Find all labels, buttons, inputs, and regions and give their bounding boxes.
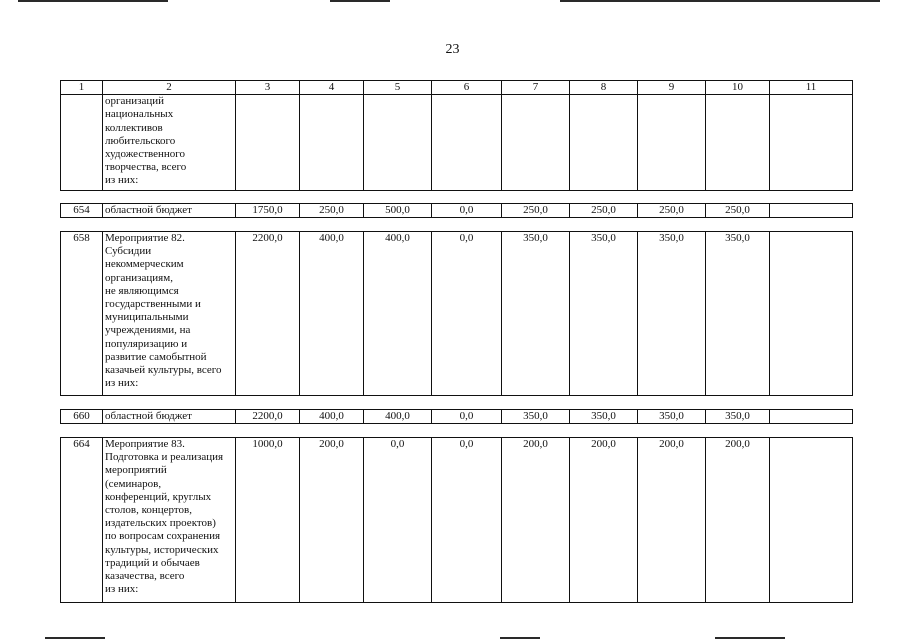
cell-value [300,95,364,191]
cell-value [770,95,853,191]
row-name: Мероприятие 82. Субсидии некоммерческим организациям, не являющимся государственными и муниципальными учреждениями, на популяризацию и развитие самобытной казачьей культуры, всего из них: [103,232,236,396]
cell-value: 400,0 [300,410,364,424]
cell-value: 200,0 [300,438,364,603]
cell-value: 200,0 [638,438,706,603]
cell-value: 2200,0 [236,410,300,424]
cell-value: 350,0 [570,232,638,396]
page-number: 23 [445,42,460,57]
column-header: 8 [570,81,638,95]
cell-value: 350,0 [706,232,770,396]
cell-value: 1000,0 [236,438,300,603]
cell-value: 400,0 [300,232,364,396]
cell-value: 250,0 [300,204,364,218]
row-name: областной бюджет [103,204,236,218]
row-name: областной бюджет [103,410,236,424]
scan-edge-top-left [18,0,168,2]
cell-value [770,438,853,603]
row-number: 664 [61,438,103,603]
cell-value: 400,0 [364,410,432,424]
cell-value: 400,0 [364,232,432,396]
scan-edge-top-mid [330,0,390,2]
cell-value: 2200,0 [236,232,300,396]
cell-value: 0,0 [432,438,502,603]
table-row [61,438,853,603]
cell-value [706,95,770,191]
cell-value: 0,0 [432,204,502,218]
cell-value: 500,0 [364,204,432,218]
row-number [61,95,103,191]
column-header: 11 [770,81,853,95]
table-row [61,95,853,191]
cell-value: 200,0 [706,438,770,603]
column-header: 4 [300,81,364,95]
row-number: 660 [61,410,103,424]
table-block-654 [60,203,853,218]
table-header-block [60,80,853,191]
cell-value: 200,0 [570,438,638,603]
column-header-row [61,81,853,95]
cell-value: 250,0 [638,204,706,218]
column-header: 10 [706,81,770,95]
cell-value [770,204,853,218]
scan-edge-bottom-mid [500,637,540,639]
cell-value: 350,0 [638,232,706,396]
scan-edge-bottom-left [45,637,105,639]
cell-value: 350,0 [502,410,570,424]
scan-edge-bottom-right [715,637,785,639]
row-number: 658 [61,232,103,396]
table-row [61,410,853,424]
cell-value [236,95,300,191]
cell-value [364,95,432,191]
scan-edge-top-right [560,0,880,2]
table-block-664 [60,437,853,603]
row-name: организаций национальных коллективов любительского художественного творчества, всего из них: [103,95,236,191]
column-header: 1 [61,81,103,95]
cell-value [770,410,853,424]
table-row [61,204,853,218]
column-header: 2 [103,81,236,95]
cell-value: 350,0 [502,232,570,396]
table-block-660 [60,409,853,424]
cell-value: 0,0 [432,232,502,396]
cell-value: 250,0 [502,204,570,218]
table-block-658 [60,231,853,396]
cell-value: 1750,0 [236,204,300,218]
column-header: 9 [638,81,706,95]
cell-value: 200,0 [502,438,570,603]
cell-value [432,95,502,191]
cell-value [570,95,638,191]
table-row [61,232,853,396]
cell-value [638,95,706,191]
cell-value: 350,0 [570,410,638,424]
cell-value: 0,0 [432,410,502,424]
column-header: 5 [364,81,432,95]
row-number: 654 [61,204,103,218]
cell-value: 350,0 [638,410,706,424]
cell-value: 250,0 [570,204,638,218]
cell-value: 250,0 [706,204,770,218]
column-header: 3 [236,81,300,95]
row-name: Мероприятие 83. Подготовка и реализация мероприятий (семинаров, конференций, круглых столов, концертов, издательских проектов) по вопросам сохранения культуры, исторических традиций и обычаев казачества, всего из них: [103,438,236,603]
column-header: 6 [432,81,502,95]
cell-value [502,95,570,191]
cell-value: 350,0 [706,410,770,424]
cell-value [770,232,853,396]
cell-value: 0,0 [364,438,432,603]
column-header: 7 [502,81,570,95]
